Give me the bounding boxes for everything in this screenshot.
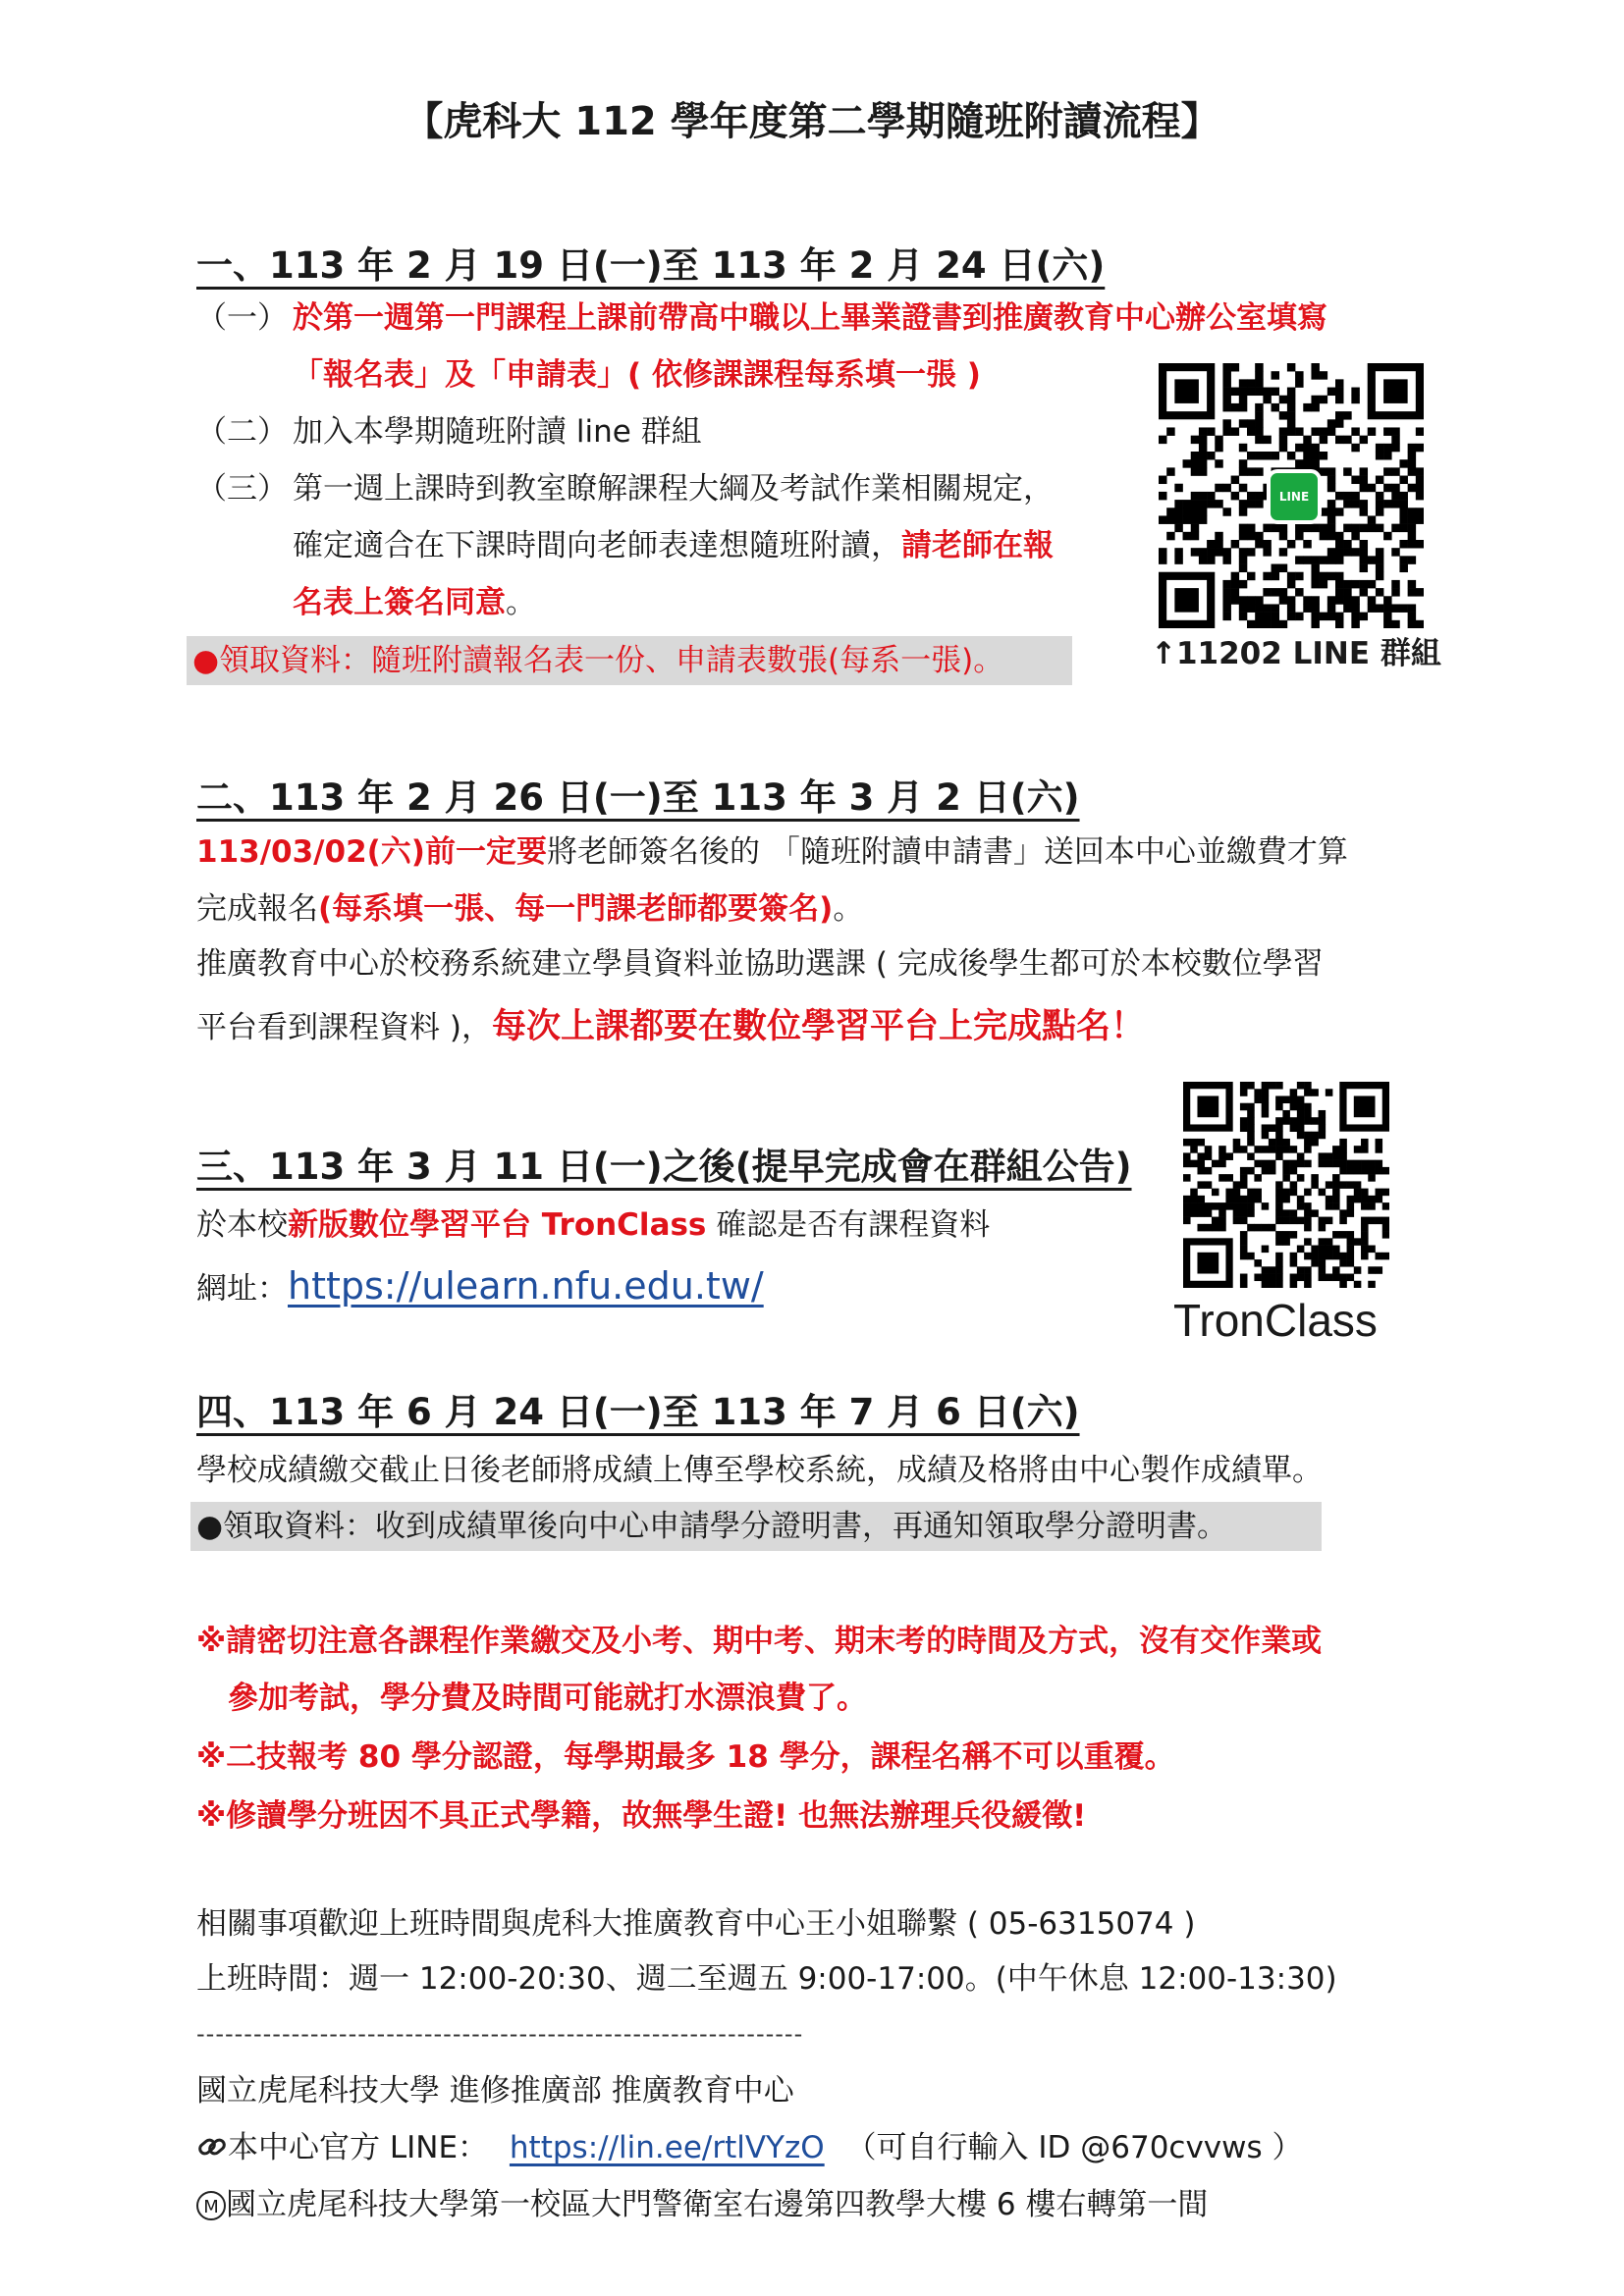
link-chain-icon	[196, 2131, 228, 2163]
section1-item1-number: （一）	[196, 300, 288, 336]
tronclass-url-link[interactable]: https://ulearn.nfu.edu.tw/	[288, 1264, 764, 1308]
section4-heading: 四、113 年 6 月 24 日(一)至 113 年 7 月 6 日(六)	[196, 1391, 1080, 1433]
section1-item1-line1: 於第一週第一門課程上課前帶高中職以上畢業證書到推廣教育中心辦公室填寫	[293, 300, 1327, 336]
section2-heading: 二、113 年 2 月 26 日(一)至 113 年 3 月 2 日(六)	[196, 776, 1080, 819]
section3-line1-red: 新版數位學習平台 TronClass	[288, 1207, 707, 1243]
section2-line3: 推廣教育中心於校務系統建立學員資料並協助選課 ( 完成後學生都可於本校數位學習	[196, 946, 1324, 982]
contact-line-suffix: （可自行輸入 ID @670cvvws ）	[845, 2130, 1303, 2165]
section2-line2-black: 完成報名	[196, 891, 318, 927]
notice-2: ※二技報考 80 學分認證，每學期最多 18 學分，課程名稱不可以重覆。	[196, 1739, 1175, 1775]
official-line-link[interactable]: https://lin.ee/rtlVYzO	[509, 2130, 825, 2165]
section2-line2-end: 。	[833, 891, 864, 927]
contact-org: 國立虎尾科技大學 進修推廣部 推廣教育中心	[196, 2073, 794, 2109]
tronclass-qr-caption: TronClass	[1173, 1295, 1378, 1346]
contact-phone-line: 相關事項歡迎上班時間與虎科大推廣教育中心王小姐聯繫 ( 05-6315074 )	[196, 1906, 1196, 1942]
section3-line1	[196, 1205, 990, 1245]
section1-item2-text: 加入本學期隨班附讀 line 群組	[293, 414, 702, 450]
section1-item3-line3	[293, 583, 536, 622]
section1-item3-line2-red: 請老師在報	[901, 528, 1054, 563]
section4-line1: 學校成績繳交截止日後老師將成績上傳至學校系統，成績及格將由中心製作成績單。	[196, 1453, 1323, 1488]
section1-item3-line3-red: 名表上簽名同意	[293, 585, 506, 620]
section3-heading: 三、113 年 3 月 11 日(一)之後(提早完成會在群組公告)	[196, 1146, 1132, 1188]
line-logo-icon: LINE	[1267, 469, 1322, 524]
map-marker-icon: M	[196, 2191, 226, 2220]
contact-line-prefix: 本中心官方 LINE：	[228, 2130, 489, 2165]
section3-line1-black1: 於本校	[196, 1207, 288, 1243]
section2-line4	[196, 1007, 1145, 1047]
section1-pickup-highlight	[187, 636, 1072, 685]
section4-pickup-highlight: ●領取資料：收到成績單後向中心申請學分證明書，再通知領取學分證明書。	[190, 1502, 1322, 1551]
section2-line4-red: 每次上課都要在數位學習平台上完成點名！	[491, 1007, 1145, 1046]
tronclass-qr-icon	[1183, 1082, 1389, 1288]
line-qr-caption: ↑11202 LINE 群組	[1151, 636, 1441, 671]
notice-3: ※修讀學分班因不具正式學籍，故無學生證! 也無法辦理兵役緩徵!	[196, 1798, 1087, 1834]
contact-divider: ----------------------------------------------------------------	[196, 2020, 804, 2048]
section3-url-line	[196, 1266, 764, 1308]
section2-line1	[196, 832, 1348, 872]
section1-item3-line2	[293, 526, 1054, 565]
section1-item3-line1: 第一週上課時到教室瞭解課程大綱及考試作業相關規定，	[293, 471, 1054, 507]
section2-line4-black: 平台看到課程資料 )，	[196, 1010, 492, 1045]
section2-line1-black: 將老師簽名後的 「隨班附讀申請書」送回本中心並繳費才算	[546, 834, 1348, 870]
section1-heading: 一、113 年 2 月 19 日(一)至 113 年 2 月 24 日(六)	[196, 244, 1106, 287]
section3-line1-black2: 確認是否有課程資料	[706, 1207, 991, 1243]
section1-item3-line3-end: 。	[506, 585, 536, 620]
section1-item1-line2: 「報名表」及「申請表」( 依修課課程每系填一張 )	[293, 357, 981, 393]
notice-1-line2: 參加考試，學分費及時間可能就打水漂浪費了。	[228, 1681, 867, 1716]
notice-1-line1: ※請密切注意各課程作業繳交及小考、期中考、期末考的時間及方式，沒有交作業或	[196, 1624, 1323, 1659]
section3-url-label: 網址：	[196, 1271, 288, 1307]
section2-line2-red: (每系填一張、每一門課老師都要簽名)	[318, 891, 834, 927]
red-bullet-icon: ●	[192, 643, 220, 678]
contact-address: 國立虎尾科技大學第一校區大門警衛室右邊第四教學大樓 6 樓右轉第一間	[226, 2187, 1209, 2222]
section1-item3-line2-black: 確定適合在下課時間向老師表達想隨班附讀，	[293, 528, 901, 563]
section2-line2	[196, 889, 863, 929]
section1-pickup-text: 領取資料：隨班附讀報名表一份、申請表數張(每系一張)。	[219, 643, 1004, 678]
contact-address-line	[196, 2185, 1208, 2224]
page-title: 【虎科大 112 學年度第二學期隨班附讀流程】	[404, 99, 1220, 144]
contact-hours-line: 上班時間：週一 12:00-20:30、週二至週五 9:00-17:00。(中午休息 12:00-13:30)	[196, 1961, 1337, 1997]
section1-item2-number: （二）	[196, 414, 288, 450]
section2-line1-red: 113/03/02(六)前一定要	[196, 834, 547, 870]
contact-line-official	[196, 2128, 1303, 2167]
section1-item3-number: （三）	[196, 471, 288, 507]
